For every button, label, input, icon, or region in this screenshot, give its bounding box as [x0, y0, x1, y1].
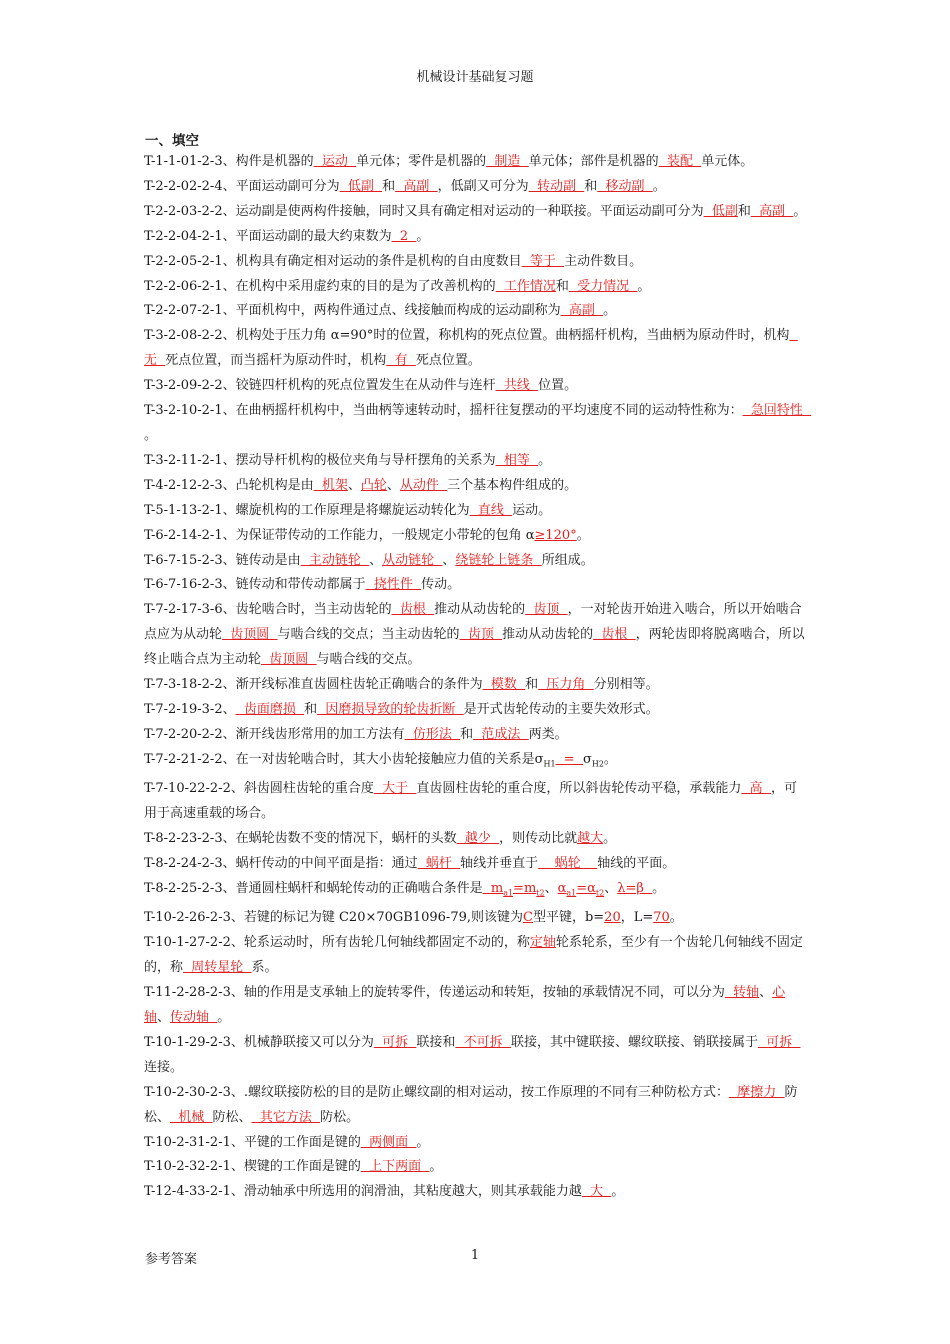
- question-text: 和: [460, 726, 474, 742]
- question-text: 、: [544, 880, 558, 896]
- question-text: 。: [603, 831, 617, 847]
- answer-blank: 从动链轮: [382, 552, 443, 568]
- question-text: 、: [386, 477, 400, 493]
- question-q24: [144, 852, 808, 877]
- question-text: 。: [538, 452, 552, 468]
- question-text: T-7-10-22-2-2、斜齿圆柱齿轮的重合度: [144, 781, 374, 797]
- question-text: 运动。: [512, 502, 552, 518]
- question-text: 是开式齿轮传动的主要失效形式。: [463, 701, 659, 717]
- question-q09: [144, 374, 808, 399]
- question-q28: [144, 981, 808, 1031]
- question-text: T-7-2-20-2-2、渐开线齿形常用的加工方法有: [144, 726, 405, 742]
- answer-blank: 大于: [373, 781, 417, 797]
- question-text: T-10-1-27-2-2、轮系运动时，所有齿轮几何轴线都固定不动的，称: [144, 935, 530, 951]
- answer-blank: 上下两面: [360, 1159, 430, 1175]
- question-q12: [144, 474, 808, 499]
- answer-subscript: a1: [566, 888, 577, 898]
- answer-blank: 模数: [482, 677, 526, 693]
- question-text: 。: [603, 751, 617, 767]
- question-text: 防松。: [320, 1109, 360, 1125]
- answer-blank: 周转星轮: [183, 960, 252, 976]
- question-text: 、: [759, 985, 773, 1001]
- answer-blank: 主动链轮: [300, 552, 370, 568]
- question-text: 两类。: [528, 726, 568, 742]
- question-text: T-10-2-30-2-3、.螺纹联接防松的目的是防止螺纹副的相对运动，按工作原理的不同有三种防松方式：: [144, 1084, 729, 1100]
- answer-blank: =: [555, 751, 583, 767]
- answer-blank: 齿顶: [525, 602, 568, 618]
- question-text: 推动从动齿轮的: [502, 627, 594, 643]
- answer-blank: 不可拆: [455, 1034, 511, 1050]
- answer-blank: 蜗轮: [538, 855, 598, 871]
- question-text: ，L=: [620, 910, 654, 926]
- question-q18: [144, 673, 808, 698]
- answer-blank: 相等: [495, 452, 539, 468]
- question-q15: [144, 549, 808, 574]
- answer-blank: 2: [391, 228, 417, 244]
- subscript: H2: [591, 759, 604, 769]
- question-text: 轮系轮系，至少有一个齿轮几何轴线不固定的，称: [144, 935, 803, 976]
- answer-blank: 齿顶: [459, 627, 503, 643]
- question-text: T-7-2-21-2-2、在一对齿轮啮合时，其大小齿轮接触应力值的关系是σ: [144, 751, 544, 767]
- answer-blank: 可拆: [373, 1034, 417, 1050]
- question-text: T-2-2-07-2-1、平面机构中，两构件通过点、线接触而构成的运动副称为: [144, 303, 561, 319]
- answer-blank: 装配: [658, 154, 702, 169]
- answer-blank: 摩擦力: [729, 1084, 785, 1100]
- question-text: T-10-2-31-2-1、平键的工作面是键的: [144, 1134, 361, 1150]
- question-q07: [144, 299, 808, 324]
- question-q22: [144, 777, 808, 827]
- answer-blank: 越大: [577, 831, 604, 847]
- question-text: T-3-2-11-2-1、摆动导杆机构的极位夹角与导杆摆角的关系为: [144, 452, 496, 468]
- question-q25: [144, 877, 808, 907]
- question-text: 型平键，b=: [532, 910, 605, 926]
- question-q11: [144, 449, 808, 474]
- question-text: T-6-7-15-2-3、链传动是由: [144, 552, 301, 568]
- question-text: 和: [382, 178, 396, 194]
- question-text: T-4-2-12-2-3、凸轮机构是由: [144, 477, 314, 493]
- answer-blank: 高副: [395, 178, 438, 194]
- answer-subscript: t2: [595, 888, 605, 898]
- question-q30: [144, 1081, 808, 1131]
- question-text: 和: [525, 677, 539, 693]
- question-text: 。: [576, 527, 590, 543]
- question-text: 防松、: [212, 1109, 252, 1125]
- question-text: 单元体；零件是机器的: [356, 154, 487, 169]
- answer-blank: 范成法: [473, 726, 529, 742]
- question-text: T-10-1-29-2-3、机械静联接又可以分为: [144, 1034, 374, 1050]
- answer-blank: 齿顶圆: [261, 652, 317, 668]
- answer-subscript: t2: [536, 888, 545, 898]
- answer-blank: 挠性件: [365, 577, 422, 593]
- question-text: T-8-2-23-2-3、在蜗轮齿数不变的情况下，蜗杆的头数: [144, 831, 457, 847]
- question-text: T-7-2-17-3-6、齿轮啮合时，当主动齿轮的: [144, 602, 392, 618]
- question-text: 三个基本构件组成的。: [447, 477, 578, 493]
- question-text: T-2-2-04-2-1、平面运动副的最大约束数为: [144, 228, 392, 244]
- question-text: 单元体。: [701, 154, 754, 169]
- answer-blank: ≥120°: [534, 527, 577, 543]
- question-text: 。: [611, 1184, 625, 1200]
- question-q31: [144, 1131, 808, 1156]
- answer-blank: 因磨损导致的轮齿折断: [317, 701, 464, 717]
- answer-blank: 蜗杆: [417, 855, 461, 871]
- question-text: 。: [416, 228, 430, 244]
- answer-subscript: a1: [503, 888, 514, 898]
- question-text: 死点位置。: [415, 353, 481, 369]
- question-text: 和: [584, 178, 598, 194]
- question-text: 与啮合线的交点；当主动齿轮的: [277, 627, 460, 643]
- question-q32: [144, 1155, 808, 1180]
- answer-blank: 等于: [521, 253, 565, 269]
- question-q03: [144, 200, 808, 225]
- answer-blank: 齿根: [593, 627, 636, 643]
- answer-blank: 齿面磨损: [235, 701, 305, 717]
- question-text: 、: [347, 477, 361, 493]
- answer-blank: 高副: [560, 303, 604, 319]
- question-text: 。: [669, 910, 683, 926]
- section-heading: 一、填空: [145, 133, 199, 149]
- question-text: 系。: [251, 960, 278, 976]
- question-q04: [144, 225, 808, 250]
- question-q19: [144, 698, 808, 723]
- question-text: 所组成。: [541, 552, 594, 568]
- answer-blank: 有: [386, 353, 416, 369]
- answer-blank: 传动轴: [170, 1010, 218, 1025]
- answer-blank: λ=β: [617, 880, 653, 896]
- page-number: 1: [470, 1248, 480, 1263]
- answer-blank: 其它方法: [251, 1109, 321, 1125]
- question-text: 联接和: [416, 1034, 456, 1050]
- question-text: T-3-2-08-2-2、机构处于压力角 α=90°时的位置，称机构的死点位置。曲柄摇杆机构，当曲柄为原动件时，机构: [144, 328, 790, 344]
- question-text: 和: [555, 278, 569, 294]
- answer-blank: 高副: [750, 203, 794, 219]
- question-text: 联接，其中键联接、螺纹联接、销联接属于: [510, 1034, 758, 1050]
- answer-blank: 机械: [170, 1109, 213, 1125]
- question-q08: [144, 324, 808, 374]
- question-text: 直齿圆柱齿轮的重合度，所以斜齿轮传动平稳，承载能力: [416, 781, 742, 797]
- question-text: T-10-2-26-2-3、若键的标记为键 C20×70GB1096-79,则该键为: [144, 910, 523, 926]
- answer-blank: 心轴: [144, 985, 786, 1025]
- question-text: T-5-1-13-2-1、螺旋机构的工作原理是将螺旋运动转化为: [144, 502, 470, 518]
- question-text: T-6-2-14-2-1、为保证带传动的工作能力，一般规定小带轮的包角 α: [144, 527, 535, 543]
- question-text: 和: [737, 203, 751, 219]
- question-text: 。: [637, 278, 651, 294]
- answer-blank: 高: [741, 781, 771, 797]
- answer-blank: =m: [513, 880, 537, 896]
- question-text: T-2-2-03-2-2、运动副是使两构件接触，同时又具有确定相对运动的一种联接。平面运动副可分为: [144, 203, 704, 219]
- question-text: T-6-7-16-2-3、链传动和带传动都属于: [144, 577, 366, 593]
- question-q05: [144, 250, 808, 275]
- question-text: 位置。: [538, 378, 578, 394]
- question-text: T-11-2-28-2-3、轴的作用是支承轴上的旋转零件，传递运动和转矩，按轴的承载情况不同，可以分为: [144, 985, 725, 1001]
- question-text: T-2-2-06-2-1、在机构中采用虚约束的目的是为了改善机构的: [144, 278, 496, 294]
- question-q26: [144, 906, 808, 931]
- question-text: ，两轮齿即将脱离啮合，所以终止啮合点为主动轮: [144, 627, 805, 668]
- answer-blank: 工作情况: [495, 278, 556, 294]
- answer-blank: 凸轮: [360, 477, 387, 493]
- answer-blank: 齿根: [391, 602, 435, 618]
- question-text: 。: [429, 1159, 443, 1175]
- question-text: T-12-4-33-2-1、滑动轴承中所选用的润滑油，其粘度越大，则其承载能力越: [144, 1184, 582, 1200]
- question-text: T-2-2-02-2-4、平面运动副可分为: [144, 178, 340, 194]
- question-q17: [144, 598, 808, 673]
- question-text: T-10-2-32-2-1、楔键的工作面是键的: [144, 1159, 361, 1175]
- answer-blank: 从动件: [399, 477, 448, 493]
- question-text: 防松、: [144, 1084, 798, 1125]
- question-text: T-1-1-01-2-3、构件是机器的: [144, 154, 314, 169]
- answer-blank: α: [557, 880, 567, 896]
- question-text: 和: [304, 701, 318, 717]
- answer-blank: m: [482, 880, 504, 896]
- answer-blank: 急回特性: [742, 403, 812, 419]
- answer-blank: 转动副: [528, 178, 585, 194]
- footer-label: 参考答案: [145, 1252, 198, 1267]
- answer-blank: 两侧面: [360, 1134, 417, 1150]
- question-text: 。: [416, 1134, 430, 1150]
- question-list: [144, 150, 812, 1205]
- answer-blank: 直线: [469, 502, 513, 518]
- question-text: 。: [793, 203, 807, 219]
- question-text: T-2-2-05-2-1、机构具有确定相对运动的条件是机构的自由度数目: [144, 253, 522, 269]
- answer-blank: 制造: [486, 154, 529, 169]
- question-text: 推动从动齿轮的: [434, 602, 526, 618]
- question-q06: [144, 275, 808, 300]
- question-q13: [144, 499, 808, 524]
- question-q02: [144, 175, 808, 200]
- question-q27: [144, 931, 808, 981]
- question-text: 、: [442, 552, 456, 568]
- question-text: 死点位置，而当摇杆为原动件时，机构: [165, 353, 387, 369]
- question-q21: [144, 748, 808, 778]
- answer-blank: 大: [581, 1184, 612, 1200]
- question-text: ，则传动比就: [499, 831, 578, 847]
- question-text: 传动。: [421, 577, 461, 593]
- answer-blank: 受力情况: [568, 278, 638, 294]
- question-text: 轴线并垂直于: [460, 855, 539, 871]
- question-text: ，可用于高速重载的场合。: [144, 781, 797, 822]
- answer-blank: 齿顶圆: [222, 627, 278, 643]
- question-text: ，一对轮齿开始进入啮合，所以开始啮合点应为从动轮: [144, 602, 802, 643]
- answer-blank: 70: [653, 910, 670, 926]
- answer-blank: 移动副: [597, 178, 653, 194]
- answer-blank: 20: [604, 910, 621, 926]
- question-text: 。: [603, 303, 617, 319]
- question-text: ，低副又可分为: [437, 178, 529, 194]
- answer-blank: 越少: [456, 831, 500, 847]
- question-text: 与啮合线的交点。: [316, 652, 421, 668]
- answer-blank: 可拆: [757, 1034, 801, 1050]
- question-text: 、: [157, 1010, 171, 1025]
- question-text: T-8-2-25-2-3、普通圆柱蜗杆和蜗轮传动的正确啮合条件是: [144, 880, 483, 896]
- answer-blank: 运动: [313, 154, 357, 169]
- page-title: 机械设计基础复习题: [416, 70, 534, 85]
- question-text: 分别相等。: [593, 677, 659, 693]
- answer-blank: 低副: [339, 178, 383, 194]
- question-q01: [144, 150, 808, 175]
- question-text: 连接。: [144, 1059, 184, 1075]
- subscript: H1: [543, 759, 556, 769]
- question-text: 。: [144, 427, 158, 443]
- question-text: 主动件数目。: [564, 253, 643, 269]
- answer-blank: 机架: [313, 477, 348, 493]
- answer-blank: C: [523, 910, 533, 926]
- question-q29: [144, 1031, 808, 1081]
- question-q33: [144, 1180, 808, 1205]
- question-q16: [144, 573, 808, 598]
- question-text: 。: [652, 880, 666, 896]
- question-text: σ: [582, 751, 592, 767]
- question-q23: [144, 827, 808, 852]
- answer-blank: 定轴: [529, 935, 556, 951]
- question-text: T-7-2-19-3-2、: [144, 701, 236, 717]
- answer-blank: =α: [576, 880, 596, 896]
- answer-blank: 仿形法: [404, 726, 461, 742]
- question-q20: [144, 723, 808, 748]
- question-text: 、: [369, 552, 383, 568]
- answer-blank: 转轴: [724, 985, 760, 1001]
- answer-blank: 压力角: [538, 677, 594, 693]
- question-text: T-7-3-18-2-2、渐开线标准直齿圆柱齿轮正确啮合的条件为: [144, 677, 483, 693]
- answer-blank: 共线: [495, 378, 539, 394]
- answer-blank: 低副: [703, 203, 738, 219]
- question-text: 。: [217, 1010, 231, 1025]
- question-text: T-8-2-24-2-3、蜗杆传动的中间平面是指：通过: [144, 855, 418, 871]
- question-text: 、: [604, 880, 618, 896]
- question-text: 单元体；部件是机器的: [528, 154, 659, 169]
- answer-blank: 绕链轮上链条: [455, 552, 542, 568]
- question-text: T-3-2-09-2-2、铰链四杆机构的死点位置发生在从动件与连杆: [144, 378, 496, 394]
- question-text: 。: [652, 178, 666, 194]
- answer-blank: 无: [144, 328, 798, 369]
- question-text: 轴线的平面。: [597, 855, 676, 871]
- question-q10: [144, 399, 812, 449]
- question-q14: [144, 524, 808, 549]
- question-text: T-3-2-10-2-1、在曲柄摇杆机构中，当曲柄等速转动时，摇杆往复摆动的平均速度不同的运动特性称为：: [144, 403, 743, 419]
